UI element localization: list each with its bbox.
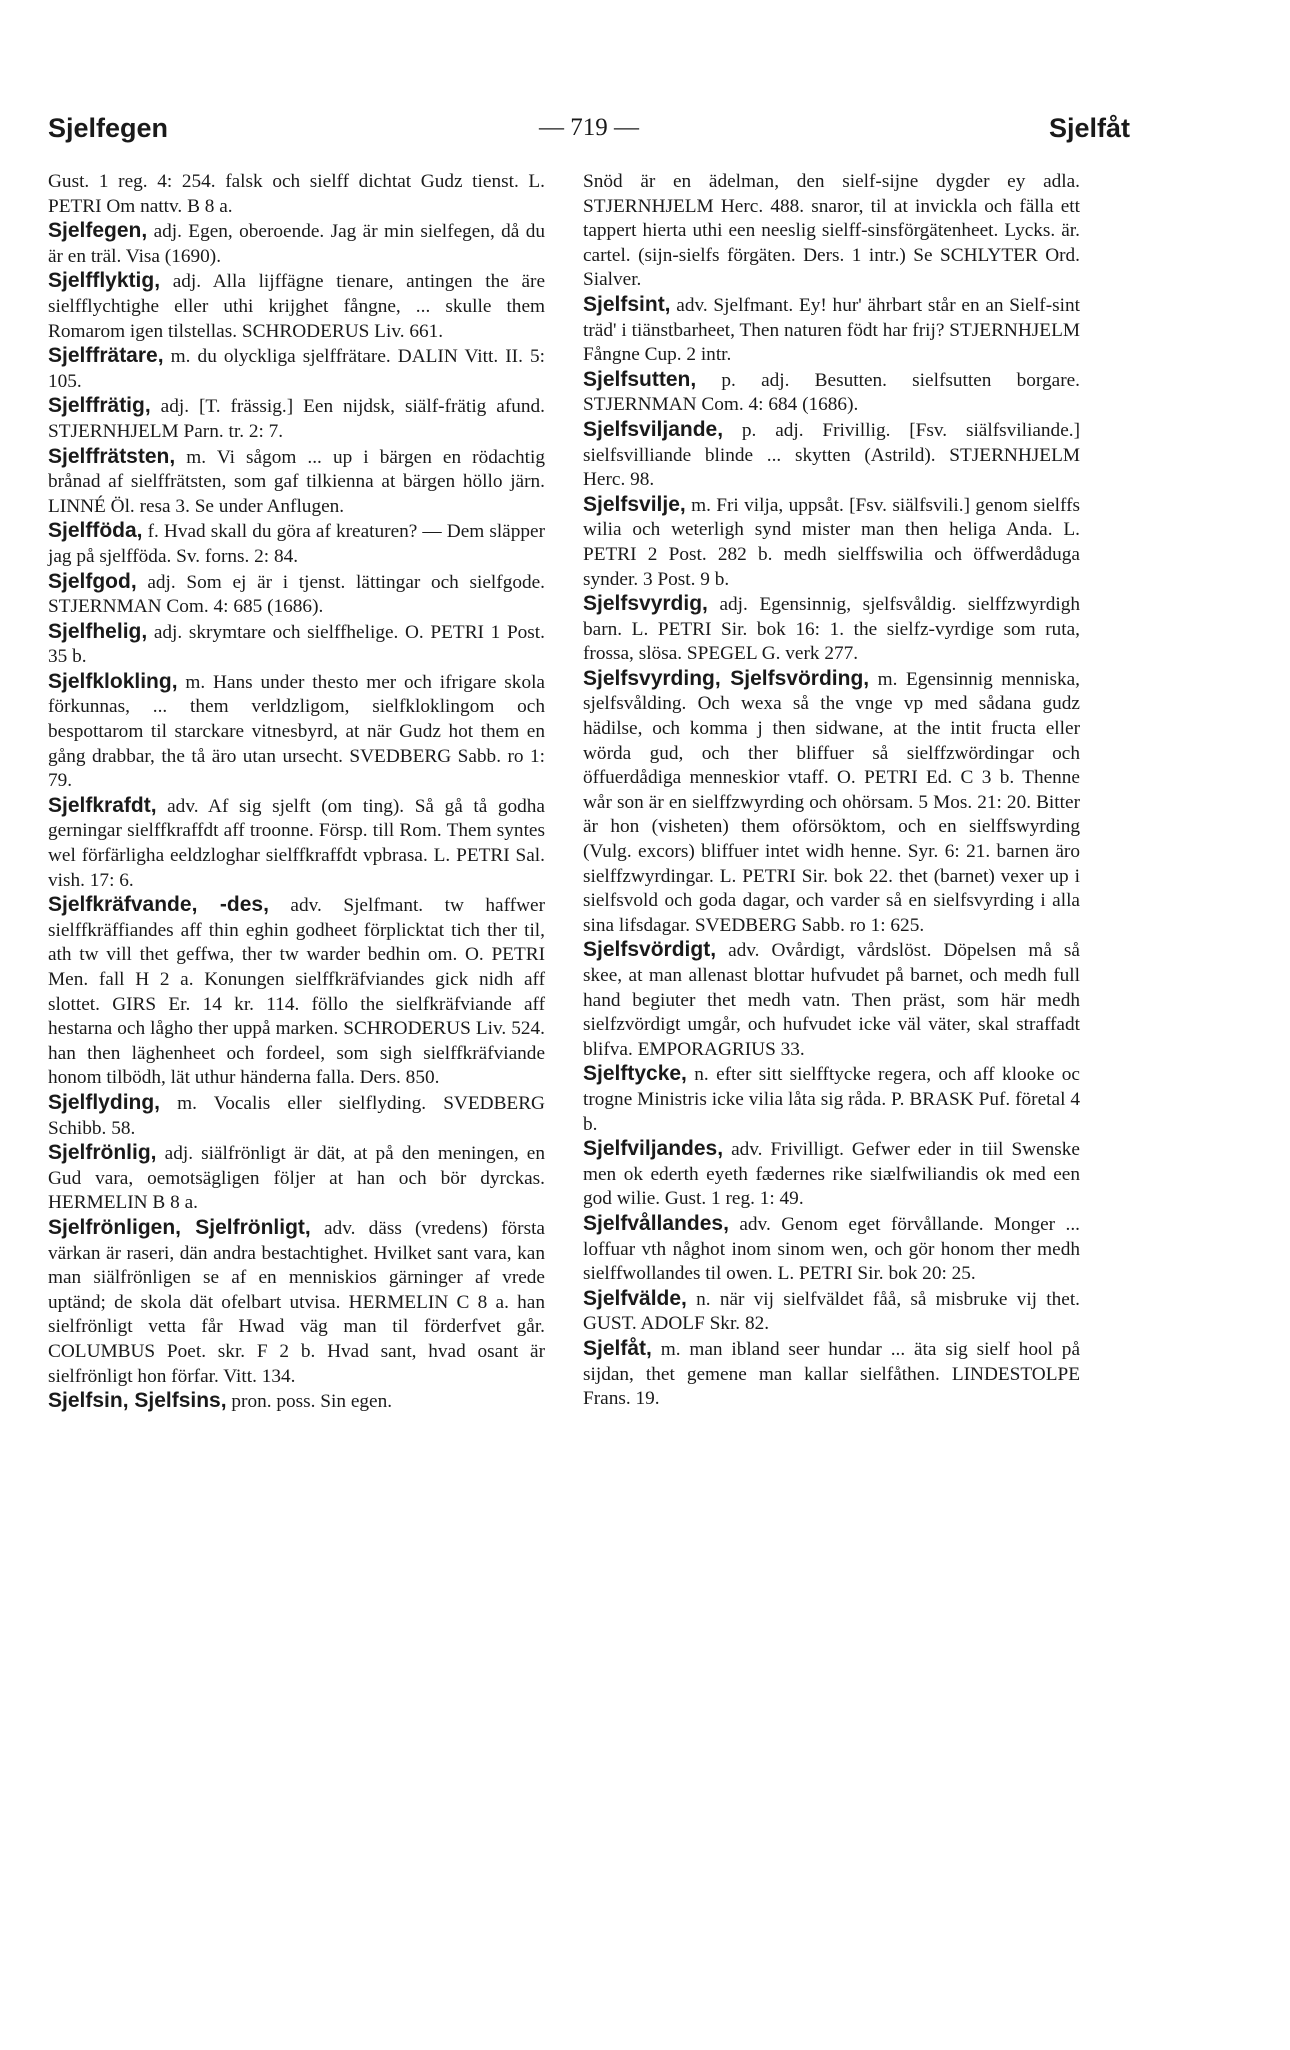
dictionary-entry: [48, 445, 545, 520]
entry-headword: Sjelfgod,: [48, 569, 137, 593]
dictionary-entry: [583, 293, 1080, 368]
entry-headword: Sjelfsviljande,: [583, 417, 724, 441]
entry-headword: Sjelflyding,: [48, 1090, 161, 1114]
entry-headword: Sjelffrätare,: [48, 344, 164, 368]
dictionary-entry: [48, 1389, 545, 1415]
entry-text: adv. Genom eget förvållande. Monger ... loffuar vth någhot inom sinom wen, och gör honom ther medh sielffwollandes til owen. L. PETRI Sir. bok 20: 25.: [583, 1213, 1080, 1285]
entry-headword: Sjelfsvilje,: [583, 492, 686, 516]
dictionary-entry: [48, 620, 545, 670]
entry-headword: Sjelfegen,: [48, 219, 148, 243]
entry-text: adj. Egensinnig, sjelfsvåldig. sielffzwyrdigh barn. L. PETRI Sir. bok 16: 1. the sielfz-vyrdige som ruta, frossa, slösa. SPEGEL G. verk 277.: [583, 594, 1080, 665]
right-column: [583, 170, 1080, 1412]
entry-text: adv. Frivilligt. Gefwer eder in tiil Swenske men ok ederth eyeth fædernes rike siælfwiliandis ok med een god wilie. Gust. 1 reg. 1: 49.: [583, 1139, 1080, 1210]
entry-headword: Sjelfvälde,: [583, 1286, 687, 1310]
entry-text: n. efter sitt sielfftycke regera, och aff klooke oc trogne Ministris icke vilia låta sig råda. P. BRASK Puf. företal 4 b.: [583, 1064, 1080, 1135]
dictionary-entry: [48, 1216, 545, 1389]
entry-text: adv. Ovårdigt, vårdslöst. Döpelsen må så skee, at man allenast blottar hufvudet på barnet, och medh full hand begiuter thet medh vatn. Then präst, som här medh sielfzvördigt umgår, och hufvudet icke väl väter, skal straffadt blifva. EMPORAGRIUS 33.: [583, 940, 1080, 1060]
entry-text: m. Hans under thesto mer och ifrigare skola förkunnas, ... them verldzligom, sielfkloklingom och bespottarom til starckare vitnesbyrd, at när Gudz hot them en gång drabbar, the tå äro utan ursecht. SVEDBERG Sabb. ro 1: 79.: [48, 671, 545, 792]
entry-text: p. adj. Besutten. sielfsutten borgare. STJERNMAN Com. 4: 684 (1686).: [583, 369, 1080, 416]
entry-headword: Sjelfföda,: [48, 519, 143, 543]
entry-headword: Sjelfkräfvande, -des,: [48, 893, 269, 917]
dictionary-entry: [48, 170, 545, 219]
dictionary-entry: [583, 1137, 1080, 1212]
dictionary-entry: [583, 1287, 1080, 1337]
entry-text: adv. Af sig sjelft (om ting). Så gå tå godha gerningar sielffkraffdt aff troonne. Försp. till Rom. Them syntes wel förfärligha eeldzloghar sielffkraffdt vpbrasa. L. PETRI Sal. vish. 17: 6.: [48, 795, 545, 891]
dictionary-entry: [48, 1091, 545, 1141]
entry-headword: Sjelfflyktig,: [48, 269, 161, 293]
entry-text: n. när vij sielfväldet fåå, så misbruke vij thet. GUST. ADOLF Skr. 82.: [583, 1288, 1080, 1335]
dictionary-entry: [48, 394, 545, 444]
header-first-word: Sjelfegen: [48, 113, 169, 143]
dictionary-entry: [583, 418, 1080, 493]
entry-text: adj. skrymtare och sielffhelige. O. PETRI 1 Post. 35 b.: [48, 621, 545, 668]
entry-headword: Sjelffrätig,: [48, 394, 151, 418]
dictionary-entry: [583, 493, 1080, 592]
dictionary-entry: [48, 1141, 545, 1216]
entry-headword: Sjelfvållandes,: [583, 1211, 729, 1235]
dictionary-entry: [583, 368, 1080, 418]
dictionary-entry: [583, 592, 1080, 667]
page-header: [48, 110, 1130, 150]
dictionary-entry: [48, 269, 545, 344]
dictionary-entry: [48, 570, 545, 620]
dictionary-entry: [48, 670, 545, 794]
entry-headword: Sjelfrönligen, Sjelfrönligt,: [48, 1215, 311, 1239]
entry-text: pron. poss. Sin egen.: [226, 1391, 393, 1413]
dictionary-entry: [583, 667, 1080, 939]
entry-text: adv. Sjelfmant. Ey! hur' ährbart står en an Sielf-sint träd' i tiänstbarheet, Then naturen födt har frij? STJERNHJELM Fångne Cup. 2 intr.: [583, 294, 1080, 366]
entry-text: m. Egensinnig menniska, sjelfsvålding. Och wexa så the vnge vp med sådana gudz hädilse, och komma j then sidwane, at the intit fructa eller wörda gud, och ther bliffuer så sielffzwördingar och öffuerdådiga menneskior vtaff. O. PETRI Ed. C 3 b. Thenne wår son är en sielffzwyrding och ohörsam. 5 Mos. 21: 20. Bitter är hon (visheten) them oförsöktom, och en sielffswyrding (Vulg. excors) bliffuer intet widh henne. Syr. 6: 21. barnen äro sielffzwyrdingar. L. PETRI Sir. bok 22. thet (barnet) vexer up i sielfsvold och goda dagar, och varder så en sielfsvyrding i alla sina lifsdagar. SVEDBERG Sabb. ro 1: 625.: [583, 668, 1080, 936]
dictionary-entry: [583, 1337, 1080, 1412]
entry-text: Snöd är en ädelman, den sielf-sijne dygder ey adla. STJERNHJELM Herc. 488. snaror, til at invickla och fälla ett tappert hierta uthi een neeslig sielff-sinsförgätenheet. Lycks. är. cartel. (sijn-sielfs förgäten. Ders. 1 intr.) Se SCHLYTER Ord. Sialver.: [583, 171, 1080, 291]
entry-text: adj. Alla lijffägne tienare, antingen the äre sielfflychtighe eller uthi krijghet fångne, ... skulle them Romarom igen tilstellas. SCHRODERUS Liv. 661.: [48, 271, 545, 342]
dictionary-entry: [583, 170, 1080, 293]
entry-headword: Sjelfsvördigt,: [583, 938, 717, 962]
entry-headword: Sjelfkrafdt,: [48, 793, 157, 817]
entry-headword: Sjelfsvyrding, Sjelfsvörding,: [583, 666, 870, 690]
entry-headword: Sjelfsint,: [583, 292, 671, 316]
dictionary-entry: [48, 344, 545, 394]
entry-headword: Sjelfklokling,: [48, 669, 178, 693]
entry-text: Gust. 1 reg. 4: 254. falsk och sielff dichtat Gudz tienst. L. PETRI Om nattv. B 8 a.: [48, 171, 545, 217]
entry-headword: Sjelfsvyrdig,: [583, 592, 708, 616]
entry-text: adj. Som ej är i tjenst. lättingar och sielfgode. STJERNMAN Com. 4: 685 (1686).: [48, 571, 545, 618]
dictionary-entry: [48, 794, 545, 893]
entry-headword: Sjelfåt,: [583, 1336, 652, 1360]
entry-text: adj. [T. frässig.] Een nijdsk, siälf-frätig afund. STJERNHJELM Parn. tr. 2: 7.: [48, 396, 545, 442]
entry-text: m. Vocalis eller sielflyding. SVEDBERG Schibb. 58.: [48, 1092, 545, 1139]
dictionary-entry: [583, 938, 1080, 1062]
left-column: [48, 170, 545, 1415]
entry-headword: Sjelfsin, Sjelfsins,: [48, 1389, 227, 1413]
entry-headword: Sjelfviljandes,: [583, 1137, 724, 1161]
entry-headword: Sjelftycke,: [583, 1062, 687, 1086]
entry-text: adj. siälfrönligt är dät, at på den meningen, en Gud vara, oemotsägligen följer at han och bör dyrckas. HERMELIN B 8 a.: [48, 1143, 545, 1214]
entry-headword: Sjelffrätsten,: [48, 444, 176, 468]
dictionary-entry: [583, 1212, 1080, 1287]
dictionary-entry: [48, 893, 545, 1091]
entry-text: m. du olyckliga sjelffrätare. DALIN Vitt. II. 5: 105.: [48, 346, 545, 392]
entry-text: adj. Egen, oberoende. Jag är min sielfegen, då du är en träl. Visa (1690).: [48, 221, 545, 267]
entry-headword: Sjelfrönlig,: [48, 1141, 157, 1165]
page-number: — 719 —: [539, 114, 639, 141]
entry-text: m. Vi sågom ... up i bärgen en rödachtig brånad af sielffrätsten, som gaf tilkienna at bärgen höllo järn. LINNÉ Öl. resa 3. Se under Anflugen.: [48, 446, 545, 517]
entry-headword: Sjelfhelig,: [48, 619, 148, 643]
dictionary-entry: [48, 219, 545, 269]
entry-headword: Sjelfsutten,: [583, 367, 697, 391]
header-last-word: Sjelfåt: [1048, 113, 1130, 143]
entry-text: adv. däss (vredens) första värkan är raseri, dän andra bestachtighet. Hvilket sant vara, kan man siälfrönligen se af en menniskios gärninger af vrede uptänd; de skola dät ofelbart utvisa. HERMELIN C 8 a. han sielfrönligt vetta får Hwad väg man til förderfvet går. COLUMBUS Poet. skr. F 2 b. Hvad sant, hvad osant är sielfrönligt hon förfar. Vitt. 134.: [48, 1217, 545, 1387]
entry-text: m. Fri vilja, uppsåt. [Fsv. siälfsvili.] genom sielffs wilia och weterligh synd mister man then heliga Anda. L. PETRI 2 Post. 282 b. medh sielffswilia och öffwerdåduga synder. 3 Post. 9 b.: [583, 494, 1080, 590]
entry-text: f. Hvad skall du göra af kreaturen? — Dem släpper jag på sjelfföda. Sv. forns. 2: 84.: [48, 521, 545, 567]
dictionary-entry: [583, 1062, 1080, 1137]
dictionary-entry: [48, 519, 545, 569]
entry-text: adv. Sjelfmant. tw haffwer sielffkräffiandes aff thin eghin godheet förplicktat tich ther til, ath tw vill thet geffwa, ther tw warder bedhin om. O. PETRI Men. fall H 2 a. Konungen sielffkräfviandes gick nidh aff slottet. GIRS Er. 14 kr. 114. föllo the sielfkräfviande aff hestarna och lågho ther uppå marken. SCHRODERUS Liv. 524. han then läghenheet och fordeel, som sigh sielffkräfviande honom tilbödh, lät uthur händerna falla. Ders. 850.: [48, 895, 546, 1089]
entry-text: m. man ibland seer hundar ... äta sig sielf hool på sijdan, thet gemene man kallar sielfåthen. LINDESTOLPE Frans. 19.: [583, 1338, 1080, 1410]
entry-text: p. adj. Frivillig. [Fsv. siälfsviliande.] sielfsvilliande blinde ... skytten (Astrild). STJERNHJELM Herc. 98.: [583, 419, 1080, 491]
